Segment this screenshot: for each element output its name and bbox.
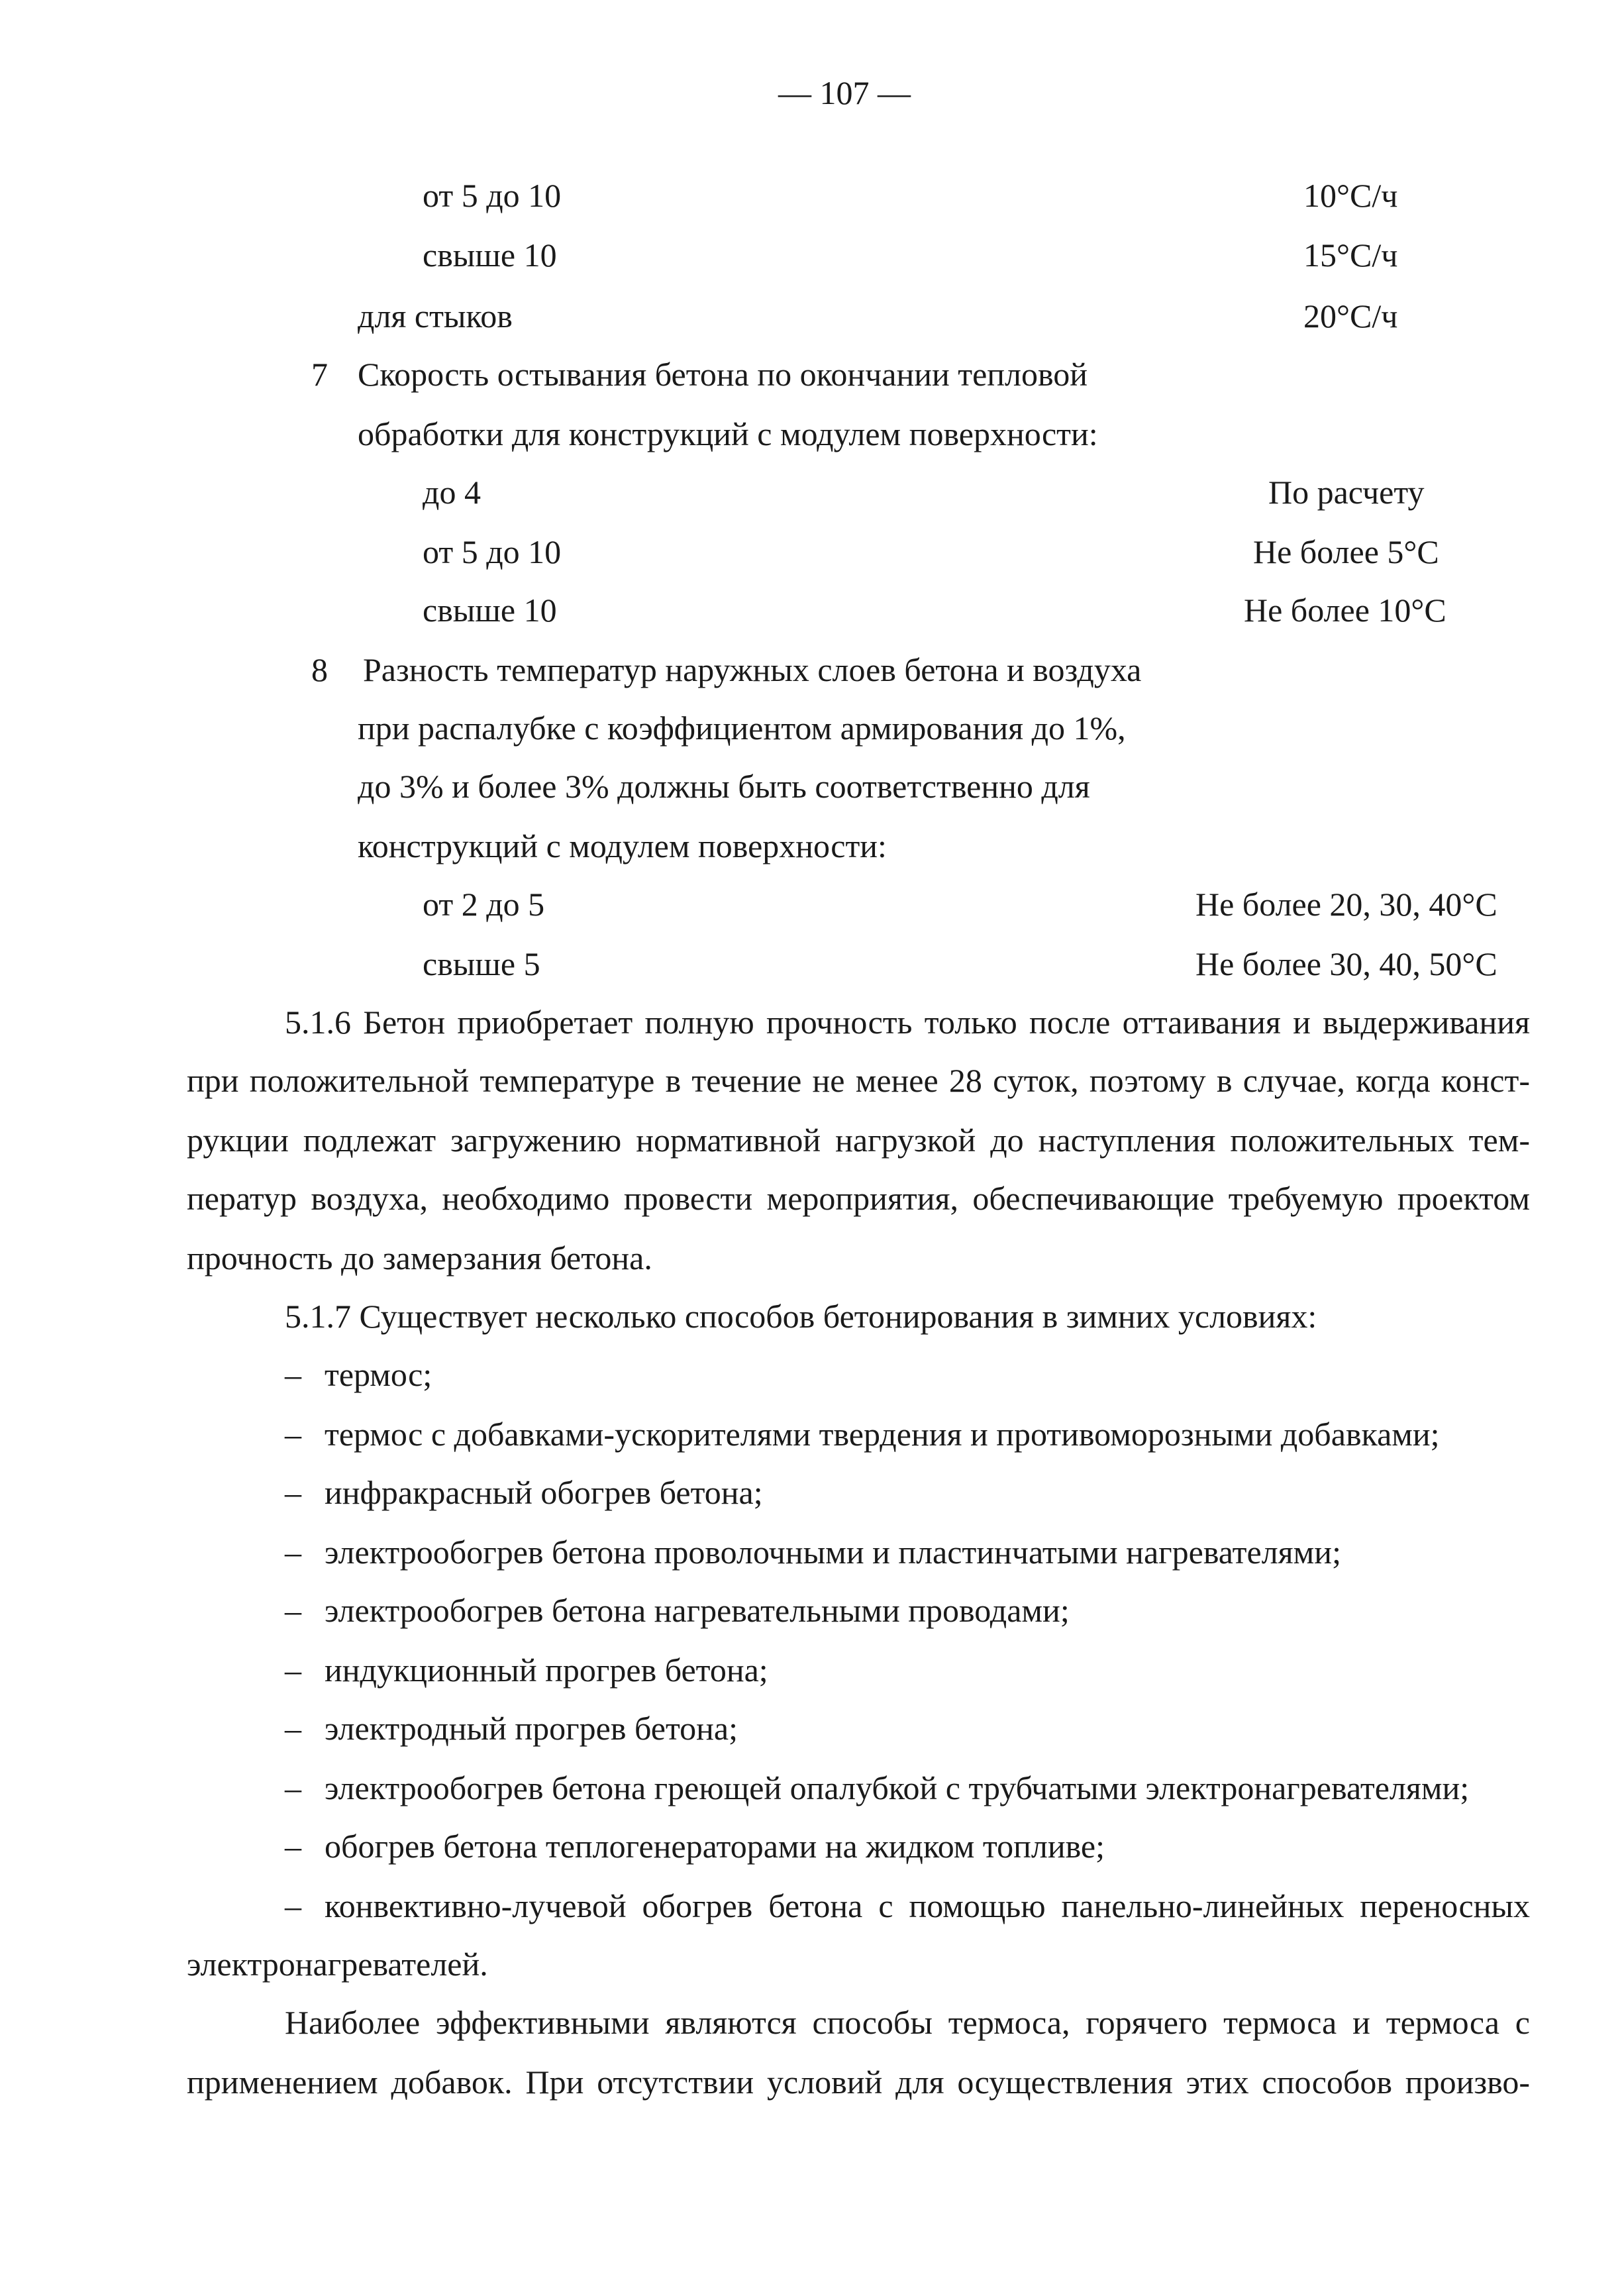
item-7-row-1-value: По расчету [1268,474,1425,511]
list-dash: – [285,1769,301,1806]
list-item: индукционный прогрев бетона; [325,1651,768,1689]
item-8-line-3: до 3% и более 3% должны быть соответственно для [358,768,1090,805]
para-516-line-2: при положительной температуре в течение не менее 28 суток, поэтому в случае, когда конст- [187,1062,1530,1099]
list-item: термос с добавками-ускорителями твердения и противоморозными добавками; [325,1416,1440,1453]
item-7-row-3-value: Не более 10°С [1244,592,1446,629]
rate-row-1-label: от 5 до 10 [423,177,562,214]
rate-row-2-label: свыше 10 [423,236,557,274]
list-dash: – [285,1828,301,1865]
list-dash: – [285,1534,301,1571]
item-7-row-1-label: до 4 [423,474,481,511]
rate-row-1-value: 10°С/ч [1303,177,1398,214]
list-dash: – [285,1356,301,1393]
list-item: термос; [325,1356,432,1393]
rate-row-3-label: для стыков [358,297,513,335]
list-dash: – [285,1887,301,1924]
final-para-line-1: Наиболее эффективными являются способы термоса, горячего термоса и термоса с [285,2004,1530,2041]
item-8-line-4: конструкций с модулем поверхности: [358,827,887,864]
page-number: — 107 — [778,74,911,111]
item-8-number: 8 [311,651,328,688]
list-item: электродный прогрев бетона; [325,1710,738,1747]
final-para-line-2: применением добавок. При отсутствии условий для осуществления этих способов произво- [187,2063,1530,2101]
item-8-row-2-label: свыше 5 [423,945,540,982]
item-7-number: 7 [311,356,328,393]
list-item-last-line-1: конвективно-лучевой обогрев бетона с помощью панельно-линейных переносных [325,1887,1530,1924]
para-516-line-5: прочность до замерзания бетона. [187,1239,652,1277]
list-item: электрообогрев бетона нагревательными проводами; [325,1592,1070,1629]
item-7-row-2-value: Не более 5°С [1253,533,1439,570]
list-dash: – [285,1710,301,1747]
item-8-row-1-label: от 2 до 5 [423,886,545,923]
item-7-row-3-label: свыше 10 [423,592,557,629]
para-516-line-4: ператур воздуха, необходимо провести мероприятия, обеспечивающие требуемую проектом [187,1180,1530,1217]
list-item: обогрев бетона теплогенераторами на жидком топливе; [325,1828,1105,1865]
item-7-line-2: обработки для конструкций с модулем поверхности: [358,415,1098,452]
para-516-line-3: рукции подлежат загружению нормативной нагрузкой до наступления положительных тем- [187,1122,1530,1159]
item-8-line-1: Разность температур наружных слоев бетона и воздуха [363,651,1142,688]
list-dash: – [285,1416,301,1453]
item-7-line-1: Скорость остывания бетона по окончании тепловой [358,356,1088,393]
list-dash: – [285,1651,301,1689]
list-item-last-line-2: электронагревателей. [187,1946,488,1983]
para-516-line-1: 5.1.6 Бетон приобретает полную прочность только после оттаивания и выдерживания [285,1004,1530,1041]
para-517: 5.1.7 Существует несколько способов бетонирования в зимних условиях: [285,1298,1317,1335]
list-item: электрообогрев бетона проволочными и пластинчатыми нагревателями; [325,1534,1341,1571]
item-7-row-2-label: от 5 до 10 [423,533,562,570]
list-item: инфракрасный обогрев бетона; [325,1474,763,1511]
item-8-row-1-value: Не более 20, 30, 40°С [1195,886,1497,923]
item-8-row-2-value: Не более 30, 40, 50°С [1195,945,1497,982]
list-dash: – [285,1474,301,1511]
list-item: электрообогрев бетона греющей опалубкой с трубчатыми электронагревателями; [325,1769,1470,1806]
rate-row-2-value: 15°С/ч [1303,236,1398,274]
item-8-line-2: при распалубке с коэффициентом армирования до 1%, [358,709,1126,747]
list-dash: – [285,1592,301,1629]
rate-row-3-value: 20°С/ч [1303,297,1398,335]
